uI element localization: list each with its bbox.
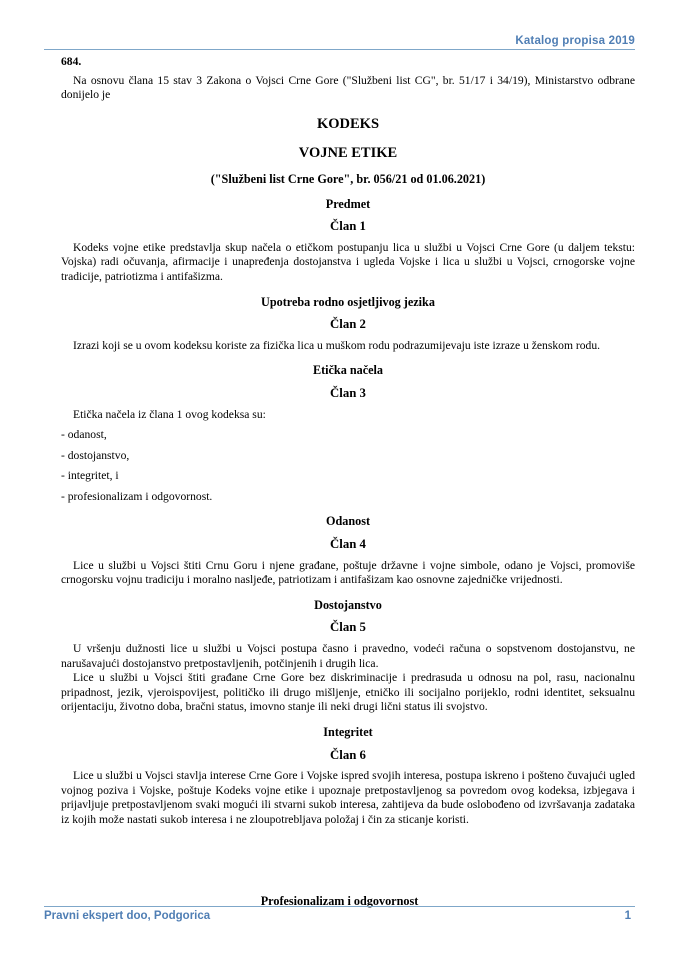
next-section-heading: Profesionalizam i odgovornost bbox=[260, 894, 419, 908]
list-item: - odanost, bbox=[61, 428, 107, 442]
article-paragraph: Izrazi koji se u ovom kodeksu koriste za fizička lica u muškom rodu podrazumijevaju iste izraze u ženskom rodu. bbox=[73, 338, 601, 352]
section-heading: Predmet bbox=[325, 196, 371, 211]
article-paragraph: Lice u službi u Vojsci štiti Crnu Goru i njene građane, poštuje državne i vojne simbole, odano je Vojsci, promoviše crnogorsku vojnu tradiciju i moralno nasljeđe, patriotizam i antifašizam kao osnovne zajedničke vrijednosti. bbox=[61, 558, 635, 587]
regulation-number: 684. bbox=[61, 55, 82, 68]
article-paragraph: Etička načela iz člana 1 ovog kodeksa su: bbox=[73, 407, 266, 421]
section-heading: Dostojanstvo bbox=[314, 597, 382, 612]
list-item: - profesionalizam i odgovornost. bbox=[61, 489, 213, 503]
article-heading: Član 6 bbox=[330, 747, 366, 762]
catalog-title: Katalog propisa 2019 bbox=[515, 35, 635, 47]
article-paragraph: Lice u službi u Vojsci stavlja interese Crne Gore i Vojske ispred svojih interesa, postupa iskreno i pošteno čuvajući ugled vojnog poziva i Vojske, poštuje Kodeks vojne etike i upoznaje pretpostavljenog sa povredom ovog kodeksa, izbjegava i prijavljuje pretpostavljenom svaki mogući ili stvarni sukob interesa, zahtijeva da bude oslobođeno od izvršavanja zadataka iz kojih može nastati sukob interesa i ne zloupotrebljava položaj i čin za sticanje koristi. bbox=[61, 769, 635, 826]
page-header bbox=[44, 31, 635, 50]
article-heading: Član 5 bbox=[330, 620, 366, 635]
list-item: - integritet, i bbox=[61, 469, 119, 483]
publisher-name: Pravni ekspert doo, Podgorica bbox=[44, 910, 211, 922]
article-paragraph: Kodeks vojne etike predstavlja skup načela o etičkom postupanju lica u službi u Vojsci Crne Gore (u daljem tekstu: Vojska) radi očuvanja, afirmacije i unapređenja dostojanstva i ugleda Vojske i lica u službi u Vojsci, crnogorske vojne tradicije, patriotizma i antifašizma. bbox=[61, 240, 635, 283]
principles-list bbox=[61, 428, 635, 504]
article-heading: Član 2 bbox=[330, 317, 366, 332]
article-heading: Član 4 bbox=[330, 537, 366, 552]
page-number: 1 bbox=[624, 910, 631, 922]
document-subtitle: VOJNE ETIKE bbox=[298, 145, 398, 162]
section-heading: Etička načela bbox=[312, 363, 384, 378]
document-body bbox=[61, 55, 635, 828]
gazette-reference: ("Službeni list Crne Gore", br. 056/21 od 01.06.2021) bbox=[210, 171, 486, 186]
section-heading: Odanost bbox=[325, 514, 371, 529]
page-footer bbox=[44, 906, 635, 927]
section-heading: Integritet bbox=[323, 725, 373, 739]
article-heading: Član 1 bbox=[330, 219, 366, 234]
section-heading: Upotreba rodno osjetljivog jezika bbox=[261, 294, 435, 309]
list-item: - dostojanstvo, bbox=[61, 448, 130, 462]
document-title: KODEKS bbox=[316, 115, 380, 132]
preamble: Na osnovu člana 15 stav 3 Zakona o Vojsci Crne Gore ("Službeni list CG", br. 51/17 i 34/19), Ministarstvo odbrane donijelo je bbox=[61, 73, 635, 102]
article-paragraph: U vršenju dužnosti lice u službi u Vojsci postupa časno i pravedno, vodeći računa o sopstvenom dostojanstvu, ne narušavajući dostojanstvo pretpostavljenih, potčinjenih i drugih lica. bbox=[61, 642, 635, 670]
article-paragraph: Lice u službi u Vojsci štiti građane Crne Gore bez diskriminacije i predrasuda u odnosu na pol, rasu, nacionalnu pripadnost, jezik, vjeroispovijest, političko ili drugo mišljenje, etničko ili socijalno porijeklo, rodni identitet, seksualnu orijentaciju, životno doba, bračni status, imovno stanje ili neki drugi lični status ili svojstvo. bbox=[61, 671, 635, 714]
article-heading: Član 3 bbox=[330, 385, 366, 400]
